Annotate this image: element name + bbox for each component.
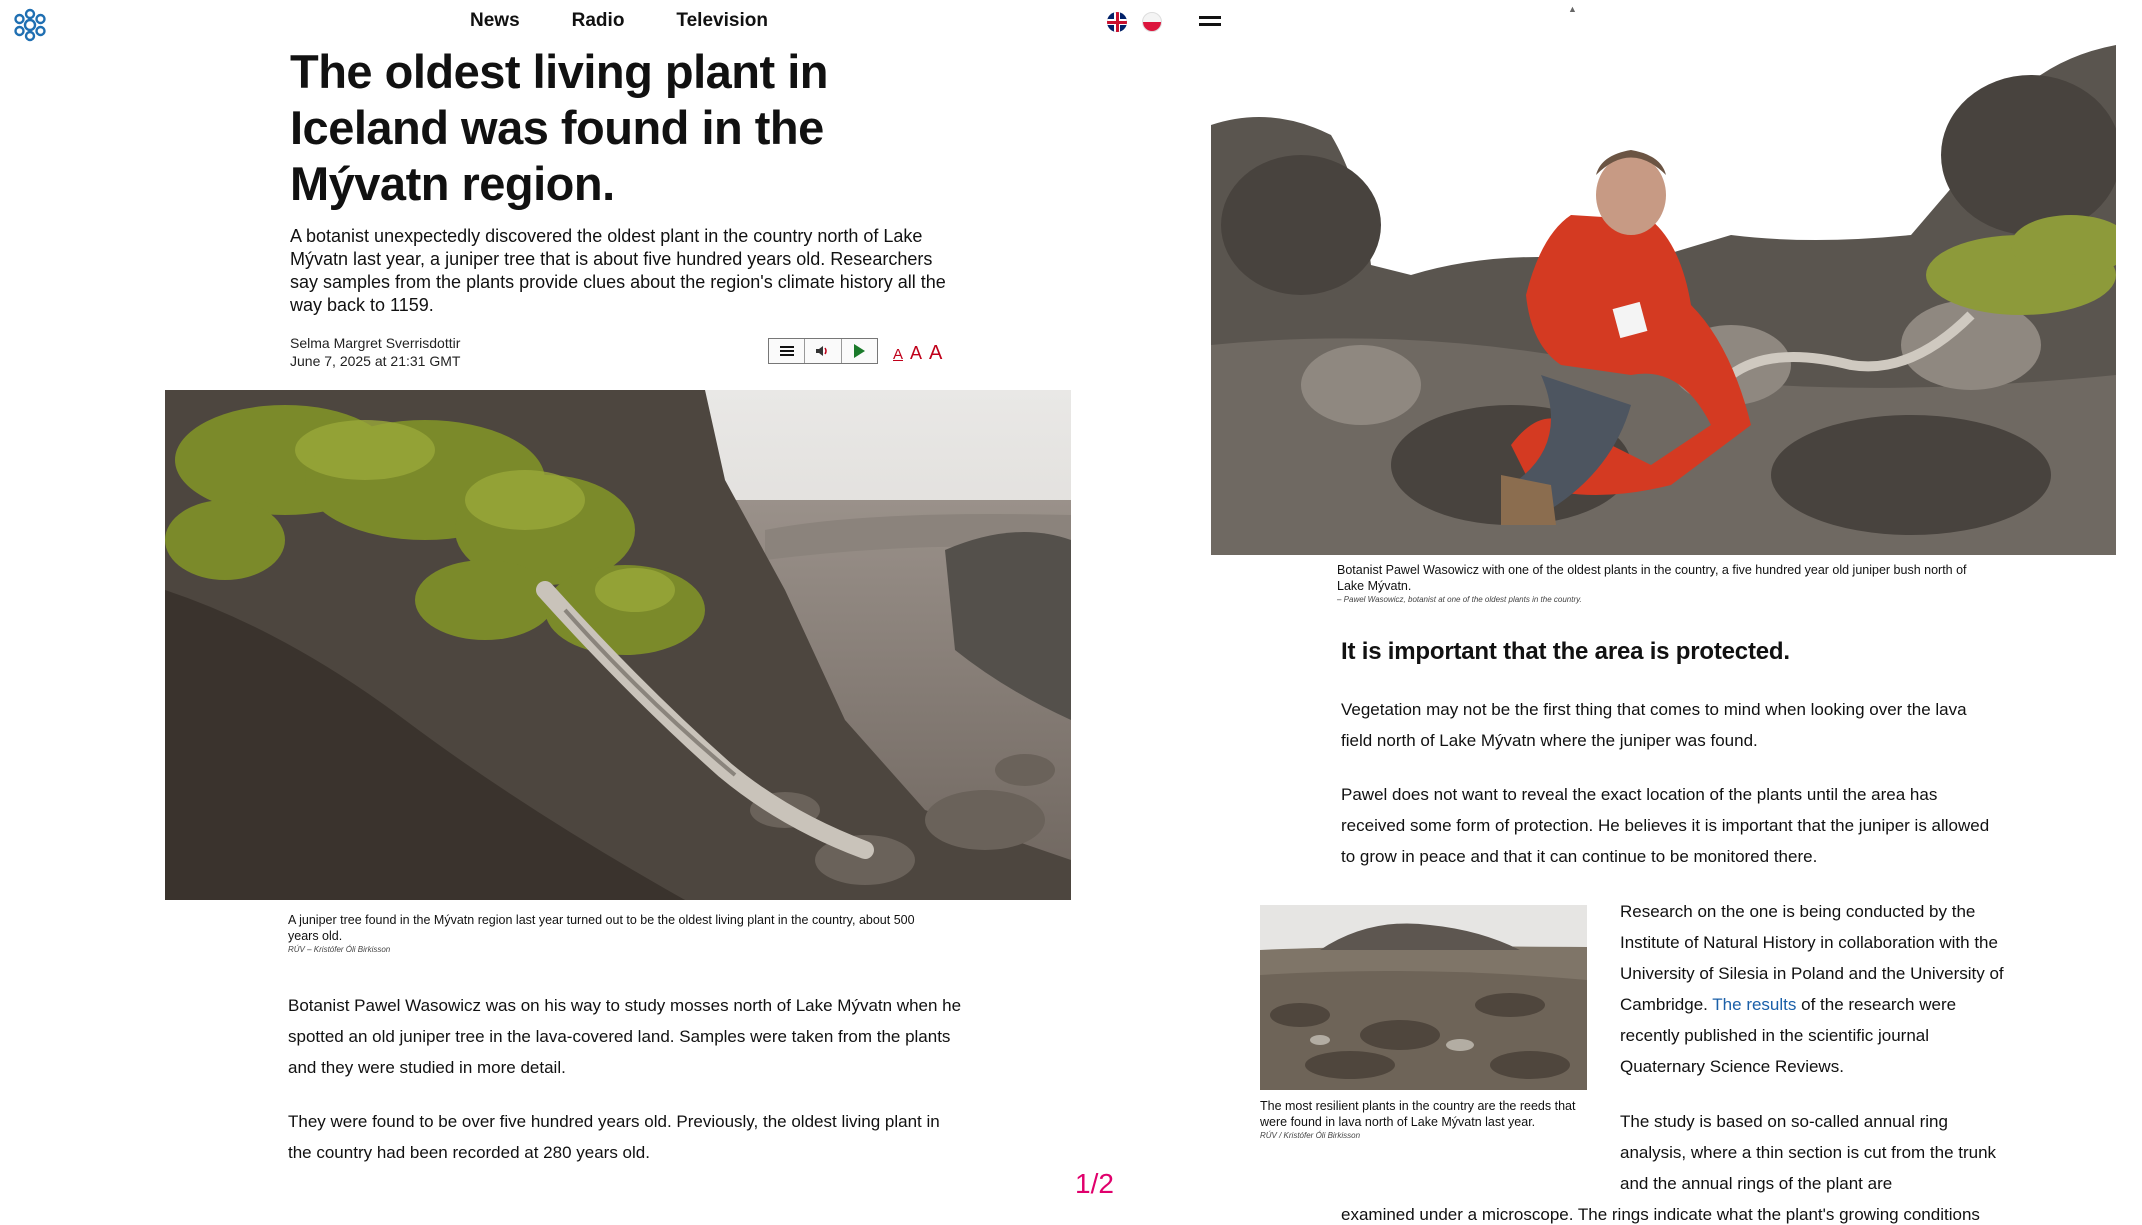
main-nav	[470, 10, 820, 32]
article-lede: A botanist unexpectedly discovered the oldest plant in the country north of Lake Mývatn last year, a juniper tree that is about five hundred years old. Researchers say samples from the plants provide clues about the region's climate history all the way back to 1159.	[290, 226, 946, 315]
paragraph-4: Pawel does not want to reveal the exact location of the plants until the area has received some form of protection. He believes it is important that the juniper is allowed to grow in peace and that it can continue to be monitored there.	[1341, 785, 1990, 866]
playlist-button[interactable]	[769, 339, 805, 363]
ruv-logo-icon[interactable]	[13, 8, 47, 42]
uk-flag-icon[interactable]	[1107, 12, 1127, 32]
paragraph-3: Vegetation may not be the first thing that comes to mind when looking over the lava field north of Lake Mývatn where the juniper was found.	[1341, 700, 1967, 750]
paragraph-6: The study is based on so-called annual ring analysis, where a thin section is cut from the trunk and the annual rings of the plant are	[1620, 1112, 1997, 1193]
botanist-photo-caption-text: Botanist Pawel Wasowicz with one of the oldest plants in the country, a five hundred year old juniper bush north of Lake Mývatn.	[1337, 563, 1967, 593]
lava-photo-credit: RÚV / Kristófer Óli Birkisson	[1260, 1131, 1361, 1140]
nav-news[interactable]: News	[470, 10, 520, 31]
text-size-large[interactable]: A	[929, 342, 943, 364]
scroll-up-icon[interactable]: ▲	[1568, 4, 1577, 14]
lava-photo-caption	[1260, 1098, 1590, 1142]
page-indicator: 1/2	[1075, 1168, 1114, 1199]
list-icon	[780, 344, 794, 358]
botanist-photo-credit: – Pawel Wasowicz, botanist at one of the oldest plants in the country.	[1337, 595, 1582, 604]
paragraph-5	[1620, 896, 2010, 1082]
speaker-icon	[815, 344, 831, 358]
play-icon	[854, 344, 865, 358]
volume-button[interactable]	[805, 339, 841, 363]
text-size-controls	[893, 342, 942, 365]
byline	[290, 334, 460, 370]
text-size-medium[interactable]: A	[910, 343, 923, 363]
main-photo-caption	[288, 912, 948, 956]
paragraph-5-text-a: Research on the one is being conducted by the Institute of Natural History in collaboration with the University of Silesia in Poland and the University of Cambridge.	[1620, 902, 2004, 1014]
main-photo-caption-text: A juniper tree found in the Mývatn region last year turned out to be the oldest living plant in the country, about 500 years old.	[288, 913, 915, 943]
botanist-photo	[1211, 45, 2116, 555]
paragraph-6-continued: examined under a microscope. The rings indicate what the plant's growing conditions	[1341, 1205, 1980, 1224]
botanist-photo-caption	[1337, 562, 1997, 606]
paragraph-2: They were found to be over five hundred years old. Previously, the oldest living plant in the country had been recorded at 280 years old.	[288, 1112, 940, 1162]
paragraph-1: Botanist Pawel Wasowicz was on his way to study mosses north of Lake Mývatn when he spotted an old juniper tree in the lava-covered land. Samples were taken from the plants and they were studied in more detail.	[288, 996, 962, 1077]
text-size-small[interactable]: A	[893, 346, 904, 363]
lava-landscape-photo	[1260, 905, 1587, 1090]
nav-television[interactable]: Television	[676, 10, 768, 31]
publish-date: June 7, 2025 at 21:31 GMT	[290, 353, 461, 369]
audio-player	[768, 338, 878, 364]
language-switcher	[1107, 12, 1162, 32]
juniper-tree-photo	[165, 390, 1071, 900]
results-link[interactable]: The results	[1712, 995, 1797, 1014]
author-name: Selma Margret Sverrisdottir	[290, 335, 461, 351]
play-button[interactable]	[842, 339, 877, 363]
paragraph-5-text-b: of the research were recently published in the scientific journal Quaternary Science Reviews.	[1620, 995, 1957, 1076]
lava-photo-caption-text: The most resilient plants in the country are the reeds that were found in lava north of Lake Mývatn last year.	[1260, 1099, 1576, 1129]
article-headline: The oldest living plant in Iceland was found in the Mývatn region.	[290, 45, 828, 210]
poland-flag-icon[interactable]	[1142, 12, 1162, 32]
section-subheading: It is important that the area is protected.	[1341, 638, 1790, 665]
main-photo-credit: RÚV – Kristófer Óli Birkisson	[288, 945, 391, 954]
nav-radio[interactable]: Radio	[571, 10, 625, 31]
hamburger-menu-icon[interactable]	[1199, 16, 1221, 28]
